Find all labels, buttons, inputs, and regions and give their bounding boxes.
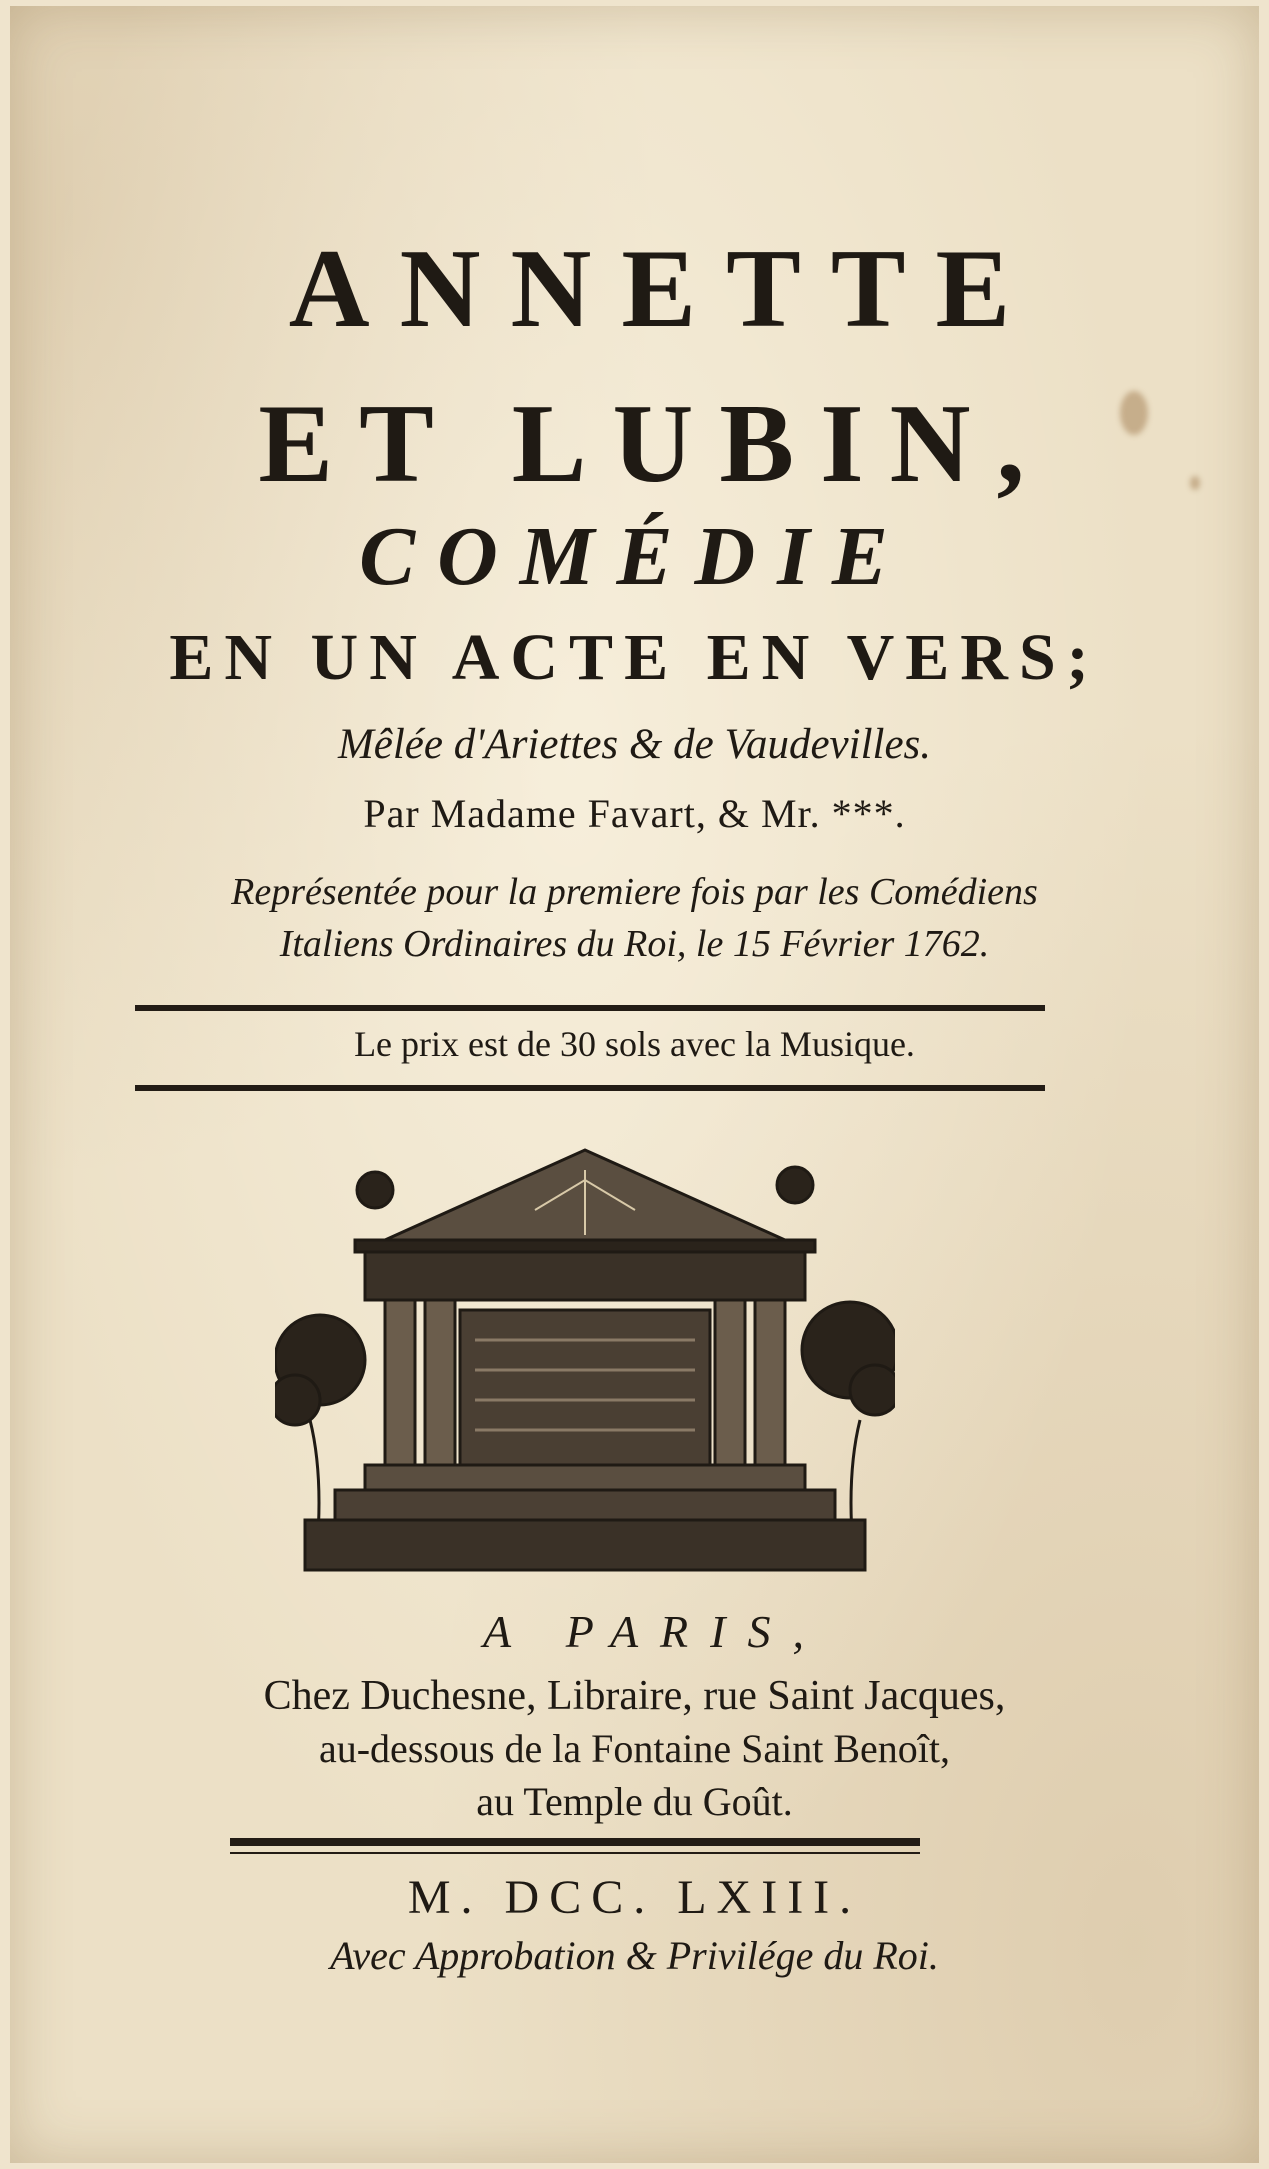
title-line-comedie: COMÉDIE xyxy=(359,510,910,603)
price-line: Le prix est de 30 sols avec la Musique. xyxy=(354,1024,915,1064)
title-line-et-lubin: ET LUBIN, xyxy=(258,382,1051,506)
temple-theatre-woodcut-icon xyxy=(275,1140,895,1580)
imprint-address: au-dessous de la Fontaine Saint Benoît, xyxy=(318,1726,950,1771)
performance-line-1: Représentée pour la premiere fois par les Comédiens xyxy=(231,871,1038,913)
top-rule xyxy=(135,1005,1045,1011)
imprint-rule-thin xyxy=(230,1852,920,1854)
imprint-publisher: Chez Duchesne, Libraire, rue Saint Jacques, xyxy=(263,1673,1006,1719)
author-line: Par Madame Favart, & Mr. ***. xyxy=(363,791,906,836)
performance-line-2: Italiens Ordinaires du Roi, le 15 Février 1762. xyxy=(279,923,990,965)
approval-line: Avec Approbation & Privilége du Roi. xyxy=(330,1933,939,1978)
imprint-rule xyxy=(230,1838,920,1846)
imprint-date: M. DCC. LXIII. xyxy=(407,1871,862,1924)
imprint-sign: au Temple du Goût. xyxy=(476,1779,793,1824)
title-line-annette: ANNETTE xyxy=(288,227,1041,351)
imprint-city: A PARIS, xyxy=(483,1606,826,1657)
title-line-genre: EN UN ACTE EN VERS; xyxy=(169,621,1100,694)
bottom-rule xyxy=(135,1085,1045,1091)
subtitle-ariettes: Mêlée d'Ariettes & de Vaudevilles. xyxy=(337,721,932,768)
